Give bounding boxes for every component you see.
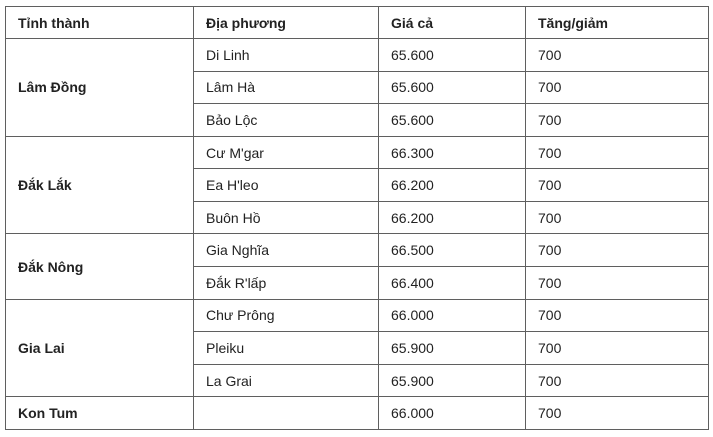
change-cell: 700 <box>526 364 709 397</box>
locality-cell: Ea H'leo <box>194 169 379 202</box>
price-table <box>5 6 709 430</box>
locality-cell: Gia Nghĩa <box>194 234 379 267</box>
locality-cell: Lâm Hà <box>194 71 379 104</box>
province-cell: Đắk Lắk <box>6 136 194 234</box>
change-cell: 700 <box>526 234 709 267</box>
change-cell: 700 <box>526 267 709 300</box>
price-cell: 65.900 <box>379 364 526 397</box>
locality-cell: Di Linh <box>194 39 379 72</box>
locality-cell: Đắk R'lấp <box>194 267 379 300</box>
price-cell: 66.000 <box>379 397 526 430</box>
price-cell: 66.000 <box>379 299 526 332</box>
locality-cell: Chư Prông <box>194 299 379 332</box>
province-cell: Gia Lai <box>6 299 194 397</box>
change-cell: 700 <box>526 136 709 169</box>
price-cell: 66.500 <box>379 234 526 267</box>
locality-cell <box>194 397 379 430</box>
price-cell: 66.300 <box>379 136 526 169</box>
price-cell: 66.200 <box>379 169 526 202</box>
price-cell: 65.600 <box>379 104 526 137</box>
price-cell: 65.600 <box>379 71 526 104</box>
header-change: Tăng/giảm <box>526 7 709 39</box>
price-cell: 65.900 <box>379 332 526 365</box>
change-cell: 700 <box>526 169 709 202</box>
province-cell: Đắk Nông <box>6 234 194 299</box>
province-cell: Lâm Đồng <box>6 39 194 137</box>
locality-cell: Pleiku <box>194 332 379 365</box>
table-row <box>6 397 709 430</box>
table-row <box>6 39 709 72</box>
change-cell: 700 <box>526 201 709 234</box>
price-cell: 66.200 <box>379 201 526 234</box>
locality-cell: Bảo Lộc <box>194 104 379 137</box>
header-price: Giá cả <box>379 7 526 39</box>
change-cell: 700 <box>526 397 709 430</box>
change-cell: 700 <box>526 299 709 332</box>
change-cell: 700 <box>526 104 709 137</box>
price-cell: 66.400 <box>379 267 526 300</box>
header-row <box>6 7 709 39</box>
table-row <box>6 234 709 267</box>
header-province: Tỉnh thành <box>6 7 194 39</box>
change-cell: 700 <box>526 39 709 72</box>
table-row <box>6 299 709 332</box>
change-cell: 700 <box>526 71 709 104</box>
locality-cell: Cư M'gar <box>194 136 379 169</box>
change-cell: 700 <box>526 332 709 365</box>
header-locality: Địa phương <box>194 7 379 39</box>
province-cell: Kon Tum <box>6 397 194 430</box>
table-row <box>6 136 709 169</box>
locality-cell: La Grai <box>194 364 379 397</box>
locality-cell: Buôn Hồ <box>194 201 379 234</box>
price-cell: 65.600 <box>379 39 526 72</box>
